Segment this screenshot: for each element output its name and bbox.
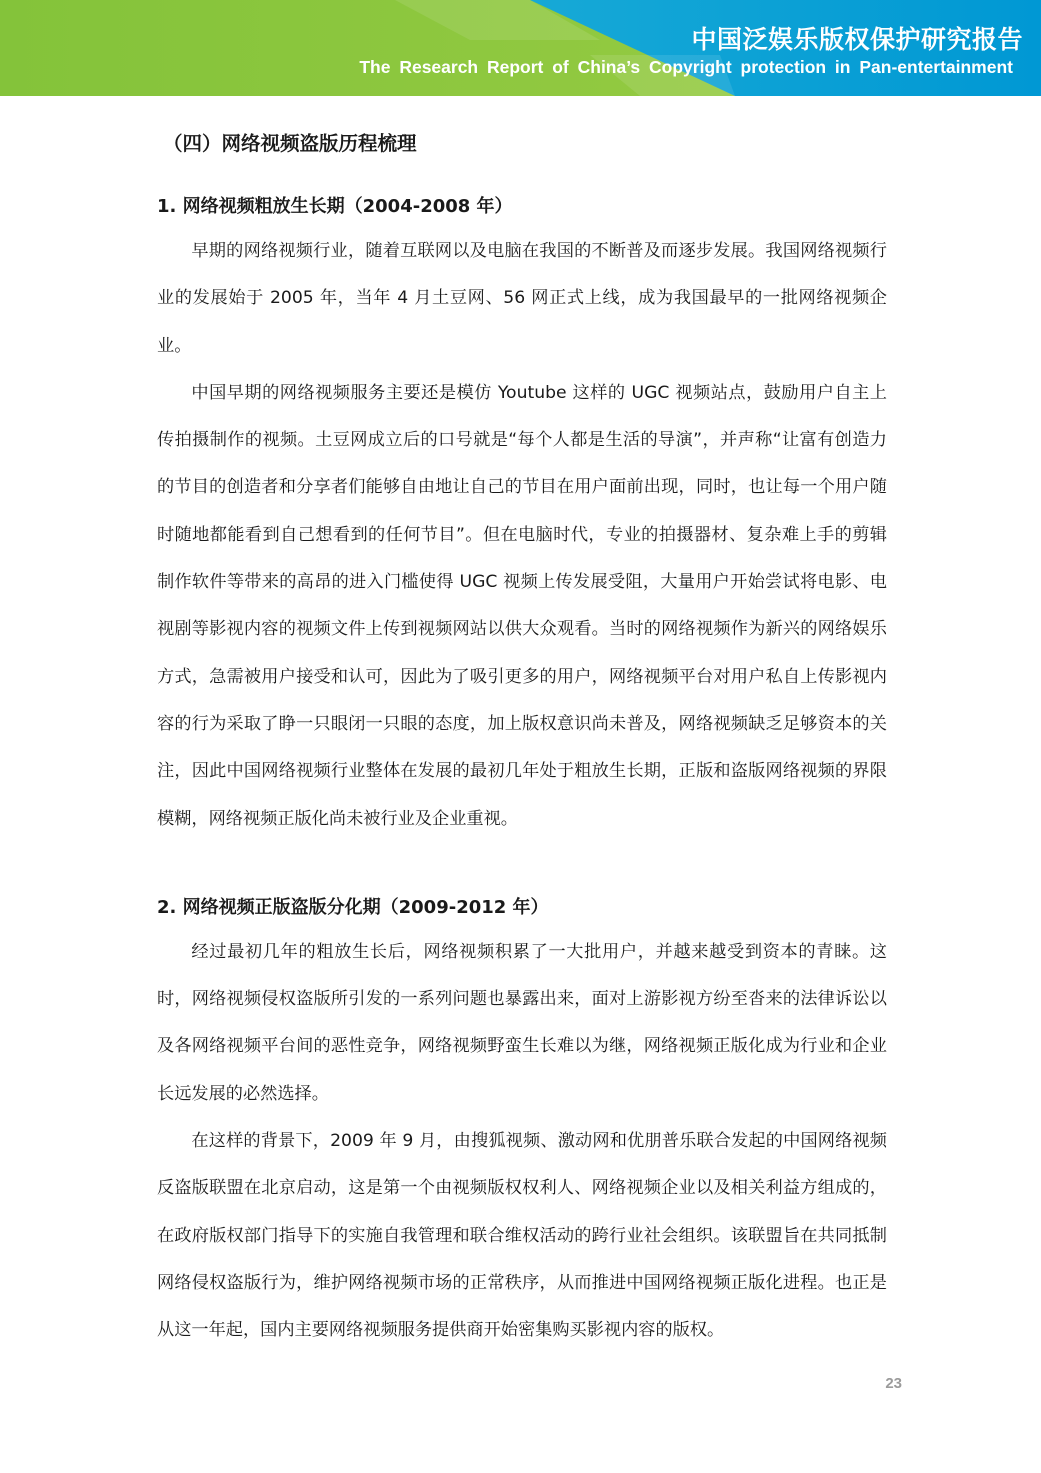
subsection-heading-1: 1. 网络视频粗放生长期（2004-2008 年） [157, 196, 513, 217]
paragraph-2: 中国早期的网络视频服务主要还是模仿 Youtube 这样的 UGC 视频站点，鼓励用户自主上传拍摄制作的视频。土豆网成立后的口号就是“每个人都是生活的导演”，并声称“让富有创造力的节目的创造者和分享者们能够自由地让自己的节目在用户面前出现，同时，也让每一个用户随时随地都能看到自己想看到的任何节目”。但在电脑时代，专业的拍摄器材、复杂难上手的剪辑制作软件等带来的高昂的进入门槛使得 UGC 视频上传发展受阻，大量用户开始尝试将电影、电视剧等影视内容的视频文件上传到视频网站以供大众观看。当时的网络视频作为新兴的网络娱乐方式，急需被用户接受和认可，因此为了吸引更多的用户，网络视频平台对用户私自上传影视内容的行为采取了睁一只眼闭一只眼的态度，加上版权意识尚未普及，网络视频缺乏足够资本的关注，因此中国网络视频行业整体在发展的最初几年处于粗放生长期，正版和盗版网络视频的界限模糊，网络视频正版化尚未被行业及企业重视。 [157, 382, 887, 829]
paragraph-1: 早期的网络视频行业，随着互联网以及电脑在我国的不断普及而逐步发展。我国网络视频行业的发展始于 2005 年，当年 4 月土豆网、56 网正式上线，成为我国最早的一批网络视频企业。 [157, 241, 887, 356]
subsection-heading-2: 2. 网络视频正版盗版分化期（2009-2012 年） [157, 896, 549, 918]
section-heading: （四）网络视频盗版历程梳理 [163, 132, 417, 155]
document-body [157, 124, 887, 1355]
report-title: 中国泛娱乐版权保护研究报告 [691, 25, 1023, 54]
paragraph-4: 在这样的背景下，2009 年 9 月，由搜狐视频、激动网和优朋普乐联合发起的中国网络视频反盗版联盟在北京启动，这是第一个由视频版权权利人、网络视频企业以及相关利益方组成的，在政府版权部门指导下的实施自我管理和联合维权活动的跨行业社会组织。该联盟旨在共同抵制网络侵权盗版行为，维护网络视频市场的正常秩序，从而推进中国网络视频正版化进程。也正是从这一年起，国内主要网络视频服务提供商开始密集购买影视内容的版权。 [157, 1131, 887, 1341]
paragraph-3: 经过最初几年的粗放生长后，网络视频积累了一大批用户，并越来越受到资本的青睐。这时，网络视频侵权盗版所引发的一系列问题也暴露出来，面对上游影视方纷至沓来的法律诉讼以及各网络视频平台间的恶性竞争，网络视频野蛮生长难以为继，网络视频正版化成为行业和企业长远发展的必然选择。 [157, 941, 887, 1104]
report-subtitle: The Research Report of China’s Copyright protection in Pan-entertainment [359, 57, 1013, 77]
page-number: 23 [885, 1375, 902, 1392]
header-banner [0, 0, 1041, 96]
